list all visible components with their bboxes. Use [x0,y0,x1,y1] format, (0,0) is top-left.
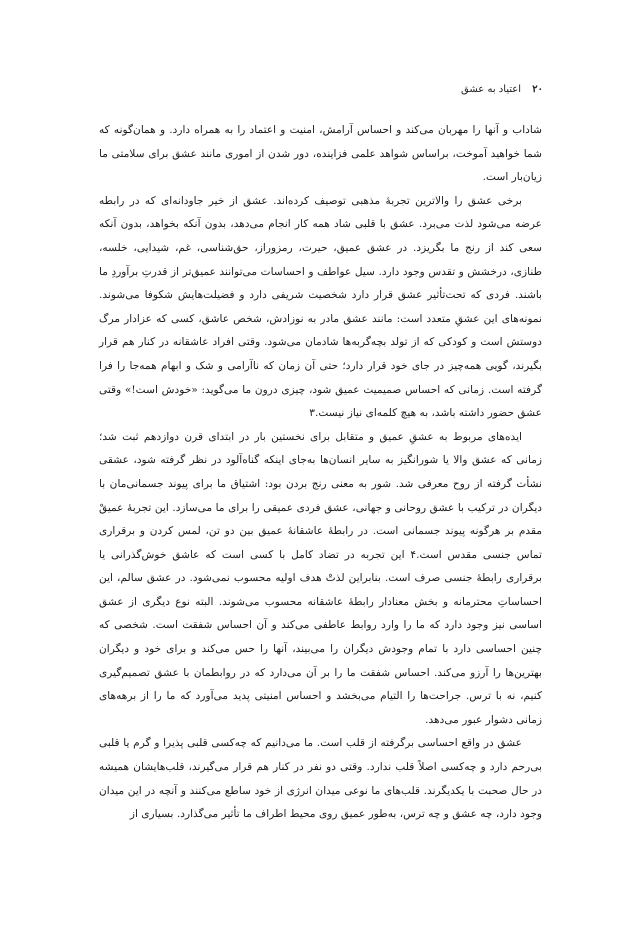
body-text [99,119,542,827]
page-number: ۲۰ [532,84,543,95]
paragraph: عشق در واقع احساسی برگرفته از قلب است. ما می‌دانیم که چه‌کسی قلبی پذیرا و گرم یا قلبی بی‌رحم دارد و چه‌کسی اصلاً قلب ندارد. وقتی دو نفر در کنار هم قرار می‌گیرند، قلب‌هایشان همیشه در حال صحبت با یکدیگرند. قلب‌های ما نوعی میدان انرژی از خود ساطع می‌کنند و آنچه در این میدان وجود دارد، چه عشق و چه ترس، به‌طور عمیق روی محیط اطراف ما تأثیر می‌گذارد. بسیاری از [99,737,542,821]
paragraph: برخی عشق را والاترین تجربهٔ مذهبی توصیف کرده‌اند. عشق از خیر جاودانه‌ای که در رابطه عرضه می‌شود لذت می‌برد. عشق با قلبی شاد همه کار انجام می‌دهد، بدون آنکه بخواهد، بدون آنکه سعی کند از رنج ما بگریزد. در عشق عمیق، حیرت، رمزوراز، حق‌شناسی، غم، شیدایی، خلسه، طنازی، درخشش و تقدس وجود دارد. سیل عواطف و احساسات می‌توانند عمیق‌تر از قدرتِ برآوردِ ما باشند. فردی که تحت‌تأثیر عشق قرار دارد شخصیت شریفی دارد و فضیلت‌هایش شکوفا می‌شوند. نمونه‌های این عشقِ متعدد است: مانند عشق مادر به نوزادش، شخص عاشق، کسی که عزادار مرگ دوستش است و کودکی که از تولد بچه‌گربه‌ها شادمان می‌شود. وقتی افراد عاشقانه در کنار هم قرار بگیرند، گویی همه‌چیز در جای خود قرار دارد؛ حتی آن زمان که ناآرامی و شک و ابهام همه‌جا را فرا گرفته است. زمانی که احساس صمیمیت عمیق شود، چیزی درون ما می‌گوید: «خودش است!» وقتی عشق حضور داشته باشد، به هیچ کلمه‌ای نیاز نیست.۳ [99,194,542,420]
paragraph: شاداب و آنها را مهربان می‌کند و احساس آرامش، امنیت و اعتماد را به همراه دارد. و همان‌گونه که شما خواهید آموخت، براساس شواهد علمی فزاینده، دور شدن از اموری مانند عشق برای سلامتی ما زیان‌بار است. [99,124,542,184]
running-header [110,84,543,95]
running-title: اعتیاد به عشق [461,84,522,95]
paragraph: ایده‌های مربوط به عشقِ عمیق و متقابل برای نخستین بار در ابتدای قرن دوازدهم ثبت شد؛ زمانی که عشق والا یا شورانگیز به سایر انسان‌ها به‌جای اینکه گناه‌آلود در نظر گرفته شود، عشقی نشأت گرفته از روح معرفی شد. شور به معنی رنج بردن بود: اشتیاق ما برای پیوند جسمانی‌مان با دیگران در ترکیب با عشق روحانی و جهانی، عشق فردی عمیقی را برای ما می‌سازد. این تجربهٔ عمیقْ مقدم بر هرگونه پیوند جسمانی است. در رابطهٔ عاشقانهٔ عمیق بین دو تن، لمس کردن و برقراری تماس جنسی مقدس است.۴ این تجربه در تضاد کامل با کسی است که عاشق خوش‌گذرانی یا برقراری رابطهٔ جنسی صرف است. بنابراین لذتْ هدف اولیه محسوب نمی‌شود. در عشق سالم، این احساساتِ محترمانه و بخش معنادار رابطهٔ عاشقانه محسوب می‌شوند. البته نوع دیگری از عشق اساسی نیز وجود دارد که ما را وارد روابط عاطفی می‌کند و آن احساس شفقت است. شخصی که چنین احساسی دارد با تمام وجودش دیگران را می‌بیند، آنها را حس می‌کند و برای خود و دیگران بهترین‌ها را آرزو می‌کند. احساس شفقت ما را بر آن می‌دارد که در روابطمان با عشق تصمیم‌گیری کنیم، نه با ترس. جراحت‌ها را التیام می‌بخشد و احساس امنیتی پدید می‌آورد که ما را از برهه‌های زمانی دشوار عبور می‌دهد. [99,430,542,726]
